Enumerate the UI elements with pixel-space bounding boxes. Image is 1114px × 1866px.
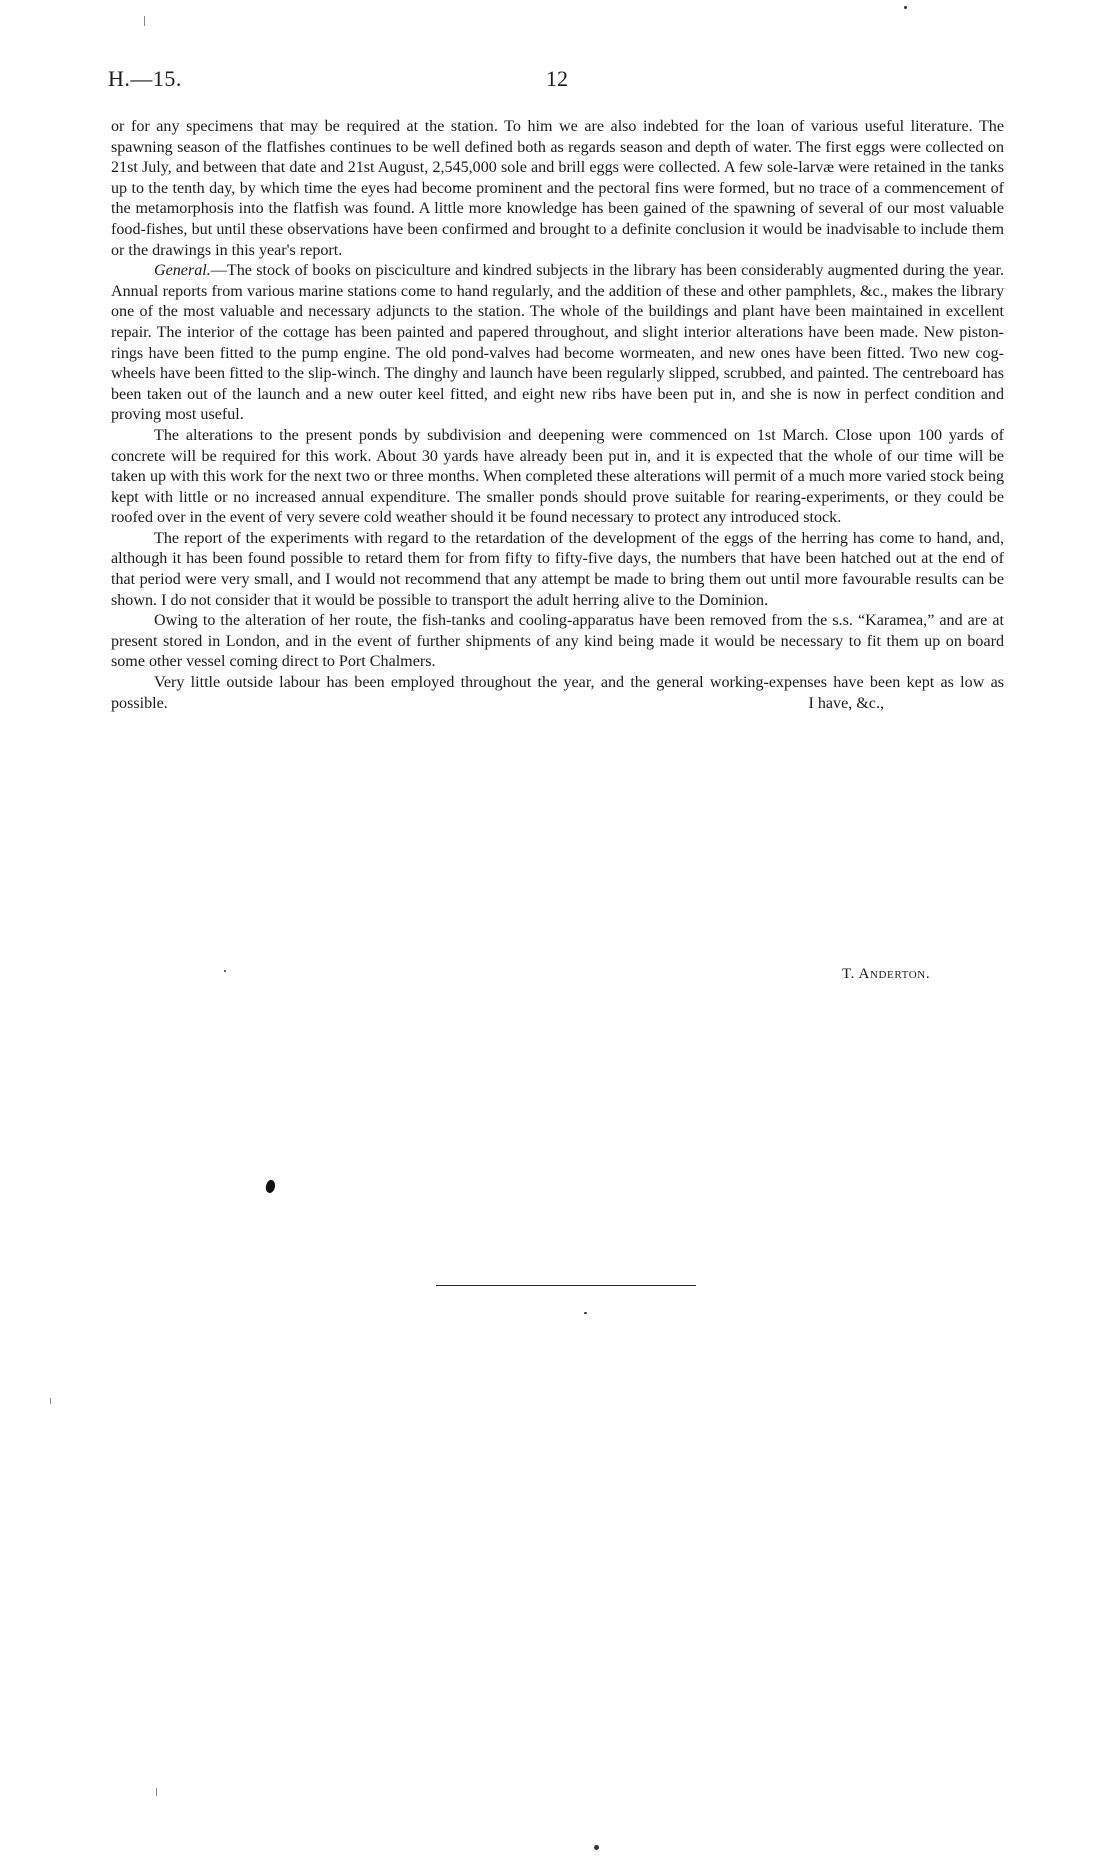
report-body bbox=[111, 117, 1004, 714]
speck-divider bbox=[584, 1312, 587, 1314]
speck-signature bbox=[224, 970, 226, 972]
paragraph-fish-tanks: Owing to the alteration of her route, the fish-tanks and cooling-apparatus have been removed from the s.s. “Karamea,” and are at present stored in London, and in the event of further shipments of any kind being made it would be necessary to fit them up on board some other vessel coming direct to Port Chalmers. bbox=[111, 612, 1004, 671]
section-divider bbox=[436, 1285, 696, 1286]
salutation: I have, &c., bbox=[808, 694, 884, 712]
ink-blot bbox=[264, 1179, 277, 1194]
document-reference: H.—15. bbox=[108, 66, 182, 91]
signature: T. Anderton. bbox=[842, 966, 931, 982]
page-number: 12 bbox=[546, 66, 568, 91]
paragraph-pond-alterations: The alterations to the present ponds by subdivision and deepening were commenced on 1st March. Close upon 100 yards of concrete will be required for this work. About 30 yards have already been put in, and it is expected that the whole of our time will be taken up with this work for the next two or three months. When completed these alterations will permit of a much more varied stock being kept with little or no increased annual expenditure. The smaller ponds should prove suitable for rearing-experiments, or they could be roofed over in the event of very severe cold weather should it be found necessary to protect any introduced stock. bbox=[111, 426, 1004, 527]
paragraph-flatfish-spawning: or for any specimens that may be required at the station. To him we are also indebted for the loan of various useful literature. The spawning season of the flatfishes continues to be well defined both as regards season and depth of water. The first eggs were collected on 21st July, and between that date and 21st August, 2,545,000 sole and brill eggs were collected. A few sole-larvæ were retained in the tanks up to the tenth day, by which time the eyes had become prominent and the pectoral fins were formed, but no trace of a commencement of the metamorphosis into the flatfish was found. A little more knowledge has been gained of the spawning of several of our most valuable food-fishes, but until these observations have been confirmed and brought to a definite conclusion it would be inadvisable to include them or the drawings in this year's report. bbox=[111, 118, 1004, 259]
paragraph-herring-experiments: The report of the experiments with regard to the retardation of the development of the eggs of the herring has come to hand, and, although it has been found possible to retard them for from fifty to fifty-five days, the numbers that have been hatched out at the end of that period were very small, and I would not recommend that any attempt be made to bring them out until more favourable results can be shown. I do not consider that it would be possible to transport the adult herring alive to the Dominion. bbox=[111, 529, 1004, 609]
margin-mark-bottom bbox=[156, 1788, 157, 1796]
margin-mark-left bbox=[50, 1398, 51, 1404]
paragraph-labour: Very little outside labour has been employed throughout the year, and the general working-expenses have been kept as low as possible. bbox=[111, 674, 1004, 712]
margin-mark-top bbox=[144, 16, 145, 26]
section-lead-general: General. bbox=[154, 262, 211, 280]
paragraph-general: General.—The stock of books on pisciculture and kindred subjects in the library has been considerably augmented during the year. Annual reports from various marine stations come to hand regularly, and the addition of these and other pamphlets, &c., makes the library one of the most valuable and necessary adjuncts to the station. The whole of the buildings and plant have been maintained in excellent repair. The interior of the cottage has been painted and papered throughout, and slight interior alterations have been made. New piston-rings have been fitted to the pump engine. The old pond-valves had become wormeaten, and new ones have been fitted. Two new cog-wheels have been fitted to the slip-winch. The dinghy and launch have been regularly slipped, scrubbed, and painted. The centreboard has been taken out of the launch and a new outer keel fitted, and eight new ribs have been put in, and she is now in perfect condition and proving most useful. bbox=[111, 262, 1004, 424]
speck-top-right bbox=[904, 6, 907, 9]
speck-bottom bbox=[594, 1845, 599, 1850]
page-header bbox=[108, 66, 1003, 96]
closing-row bbox=[111, 673, 1004, 714]
